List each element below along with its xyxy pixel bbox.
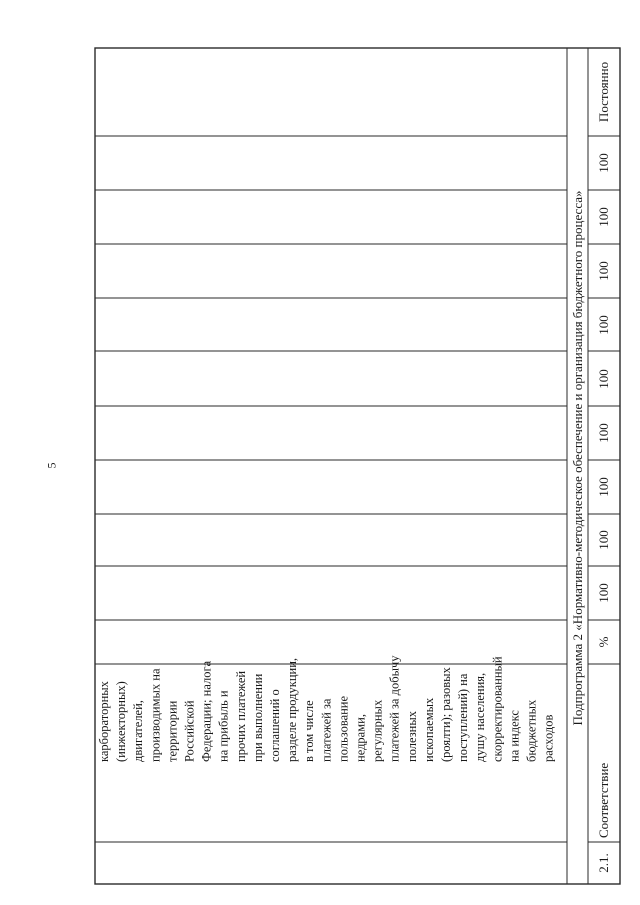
row-2-1-value: 100: [596, 423, 611, 443]
description-line: ископаемых: [421, 697, 436, 762]
row-2-1-value: 100: [596, 207, 611, 227]
description-line: Федерации; налога: [199, 660, 214, 762]
description-line: двигателей,: [131, 700, 146, 762]
description-line: скорректированный: [490, 656, 505, 762]
row-2-1-values: [596, 153, 611, 603]
row-2-1-value: 100: [596, 583, 611, 603]
continued-description-lines: [97, 655, 556, 762]
row-2-1-unit: %: [596, 636, 611, 648]
description-line: карбораторных: [97, 681, 111, 762]
row-2-1-name: Соответствие: [596, 762, 611, 838]
description-line: соглашений о: [268, 689, 282, 762]
description-line: пользование: [336, 695, 351, 762]
description-line: территории: [165, 700, 180, 762]
description-line: разделе продукции,: [285, 657, 300, 762]
description-line: поступлений) на: [456, 673, 471, 762]
description-line: душу населения,: [473, 672, 488, 762]
description-line: (роялти); разовых: [439, 667, 453, 762]
description-line: в том числе: [302, 700, 317, 762]
subprogram-header: Подпрограмма 2 «Нормативно-методическое обеспечение и организация бюджетного процесса»: [570, 190, 585, 726]
row-2-1-number: 2.1.: [596, 853, 611, 873]
row-2-1-term: Постоянно: [596, 61, 611, 123]
description-line: недрами,: [353, 714, 368, 762]
description-line: на индекс: [507, 710, 522, 762]
row-2-1-value: 100: [596, 261, 611, 281]
description-line: полезных: [404, 711, 419, 762]
row-2-1-value: 100: [596, 315, 611, 335]
description-line: при выполнении: [250, 673, 265, 762]
description-line: расходов: [541, 714, 556, 762]
description-line: регулярных: [370, 699, 385, 762]
description-line: Российской: [182, 700, 197, 762]
description-line: на прибыль и: [216, 690, 231, 762]
description-line: платежей за добычу: [387, 655, 402, 762]
row-2-1-value: 100: [596, 369, 611, 389]
description-line: бюджетных: [524, 699, 539, 762]
description-line: производимых на: [148, 668, 163, 762]
page-number: 5: [44, 462, 59, 469]
row-2-1-value: 100: [596, 477, 611, 497]
description-line: прочих платежей: [233, 670, 248, 762]
row-2-1-value: 100: [596, 530, 611, 550]
description-line: (инжекторных): [114, 681, 129, 762]
row-2-1-value: 100: [596, 153, 611, 173]
description-line: платежей за: [319, 698, 334, 762]
